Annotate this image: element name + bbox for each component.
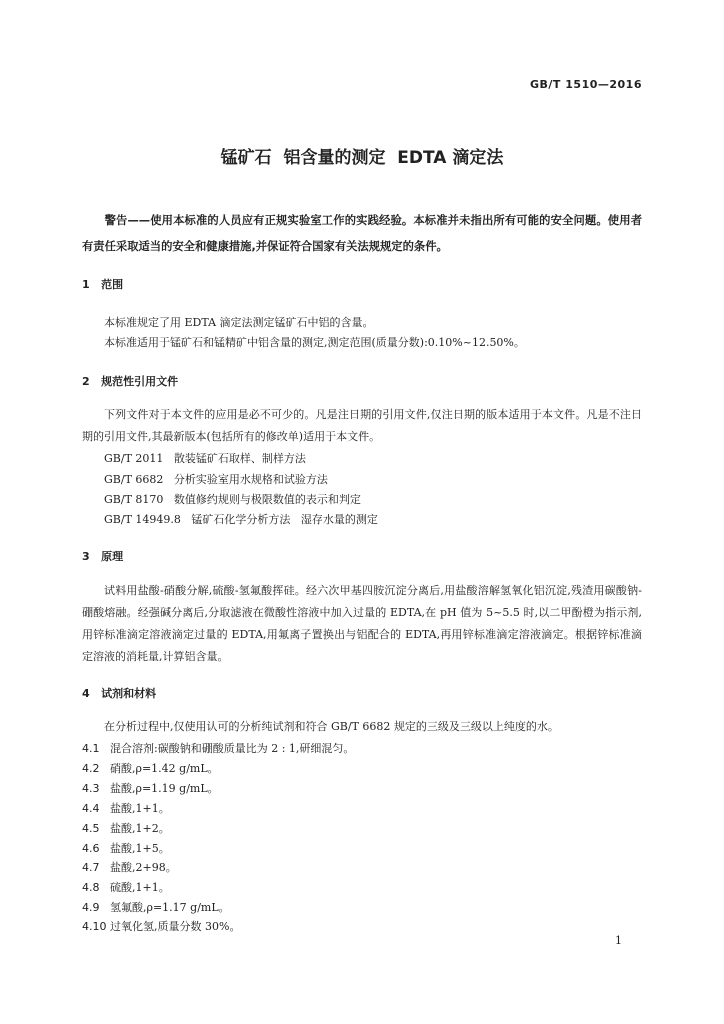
- reagent-item: [82, 780, 219, 796]
- item-number: 4.2: [82, 762, 100, 775]
- section-4-intro: 在分析过程中,仅使用认可的分析纯试剂和符合 GB/T 6682 规定的三级及三级以上纯度的水。: [104, 720, 559, 733]
- item-number: 4.4: [82, 802, 100, 815]
- item-number: 4.7: [82, 861, 100, 874]
- reagent-item: [82, 820, 170, 836]
- item-text: 盐酸,ρ=1.19 g/mL。: [110, 782, 219, 795]
- reagent-item: [82, 760, 219, 776]
- document-title: 锰矿石 铝含量的测定 EDTA 滴定法: [220, 148, 504, 168]
- reagent-item: [82, 740, 354, 756]
- reagent-item: [82, 840, 170, 856]
- item-number: 4.9: [82, 901, 100, 914]
- reagent-item: [82, 879, 170, 895]
- item-number: 4.10: [82, 920, 107, 933]
- page-number: 1: [615, 934, 622, 947]
- item-text: 混合溶剂:碳酸钠和硼酸质量比为 2 : 1,研细混匀。: [110, 742, 355, 755]
- section-3-text: 试料用盐酸-硝酸分解,硫酸-氢氟酸挥硅。经六次甲基四胺沉淀分离后,用盐酸溶解氢氧化铝沉淀,残渣用碳酸钠-硼酸熔融。经强碱分离后,分取滤液在微酸性溶液中加入过量的 EDTA,在 pH 值为 5~5.5 时,以二甲酚橙为指示剂,用锌标准滴定溶液滴定过量的 EDTA,用氟离子置换出与铝配合的 EDTA,再用锌标准滴定溶液滴定。根据锌标准滴定溶液的消耗量,计算铝含量。: [82, 584, 642, 663]
- item-number: 4.3: [82, 782, 100, 795]
- section-2-heading: 2 规范性引用文件: [82, 375, 179, 388]
- reference-item: GB/T 6682 分析实验室用水规格和试验方法: [104, 473, 328, 486]
- item-text: 盐酸,2+98。: [110, 861, 177, 874]
- item-number: 4.8: [82, 881, 100, 894]
- reference-item: GB/T 14949.8 锰矿石化学分析方法 湿存水量的测定: [104, 513, 378, 526]
- item-text: 硫酸,1+1。: [110, 881, 170, 894]
- item-number: 4.5: [82, 822, 100, 835]
- item-number: 4.1: [82, 742, 100, 755]
- section-2-intro: 下列文件对于本文件的应用是必不可少的。凡是注日期的引用文件,仅注日期的版本适用于本文件。凡是不注日期的引用文件,其最新版本(包括所有的修改单)适用于本文件。: [82, 408, 642, 443]
- section-4-heading: 4 试剂和材料: [82, 687, 157, 700]
- section-1-line-1: 本标准规定了用 EDTA 滴定法测定锰矿石中铝的含量。: [104, 316, 374, 329]
- standard-code: GB/T 1510—2016: [530, 78, 642, 91]
- reagent-item: [82, 800, 170, 816]
- item-text: 盐酸,1+2。: [110, 822, 170, 835]
- item-text: 硝酸,ρ=1.42 g/mL。: [110, 762, 219, 775]
- item-text: 过氧化氢,质量分数 30%。: [110, 920, 241, 933]
- reference-item: GB/T 2011 散装锰矿石取样、制样方法: [104, 452, 306, 465]
- item-number: 4.6: [82, 842, 100, 855]
- item-text: 盐酸,1+5。: [110, 842, 170, 855]
- section-1-heading: 1 范围: [82, 278, 124, 291]
- item-text: 氢氟酸,ρ=1.17 g/mL。: [110, 901, 230, 914]
- section-1-line-2: 本标准适用于锰矿石和锰精矿中铝含量的测定,测定范围(质量分数):0.10%~12.50%。: [104, 336, 525, 349]
- reagent-item: [82, 859, 177, 875]
- reagent-item: [82, 899, 230, 915]
- reference-item: GB/T 8170 数值修约规则与极限数值的表示和判定: [104, 493, 361, 506]
- reagent-item: [82, 918, 240, 934]
- item-text: 盐酸,1+1。: [110, 802, 170, 815]
- section-3-heading: 3 原理: [82, 550, 124, 563]
- warning-paragraph: 警告——使用本标准的人员应有正规实验室工作的实践经验。本标准并未指出所有可能的安全问题。使用者有责任采取适当的安全和健康措施,并保证符合国家有关法规规定的条件。: [82, 214, 642, 253]
